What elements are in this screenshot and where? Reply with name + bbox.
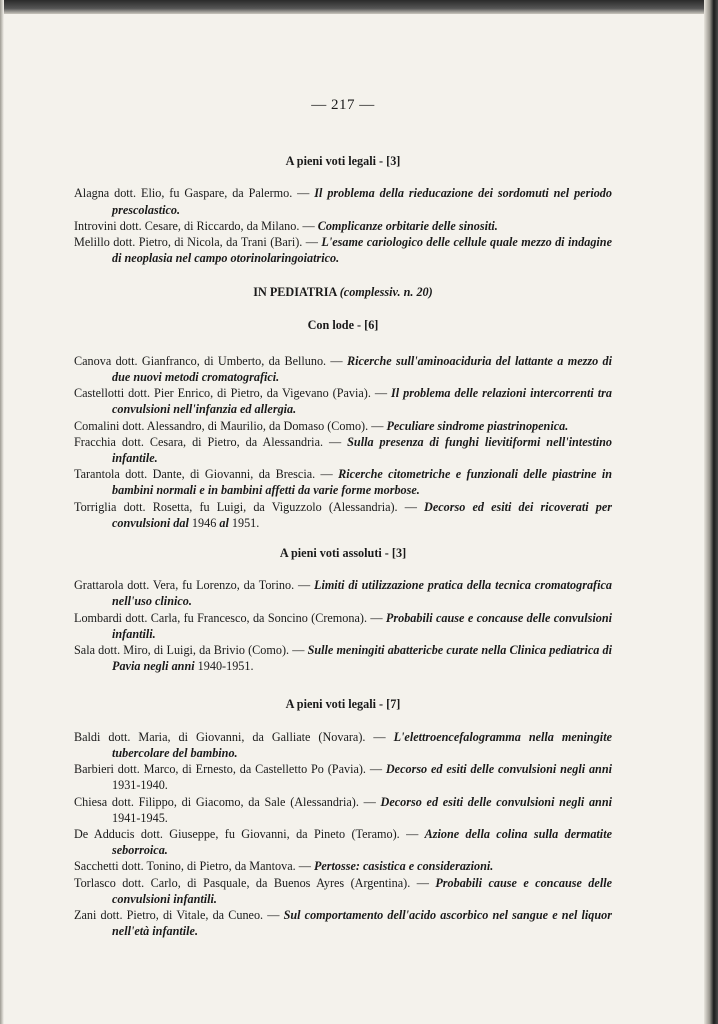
entry-chiesa [74, 794, 612, 826]
entry-title: Complicanze orbitarie delle sinositi. [317, 218, 498, 233]
entry-title: Ricerche citometriche e funzionali delle piastrine in bambini normali e in bambini affetti da varie forme morbose. [112, 467, 612, 498]
entry-author: Zani dott. Pietro, di Vitale, da Cuneo. — [74, 907, 284, 922]
entry-title: Limiti di utilizzazione pratica della tecnica cromatografica nell'uso clinico. [112, 578, 612, 609]
entry-author: Chiesa dott. Filippo, di Giacomo, da Sale (Alessandria). — [74, 794, 381, 809]
entry-author: Canova dott. Gianfranco, di Umberto, da Belluno. — [74, 353, 347, 368]
entry-title: Probabili cause e concause delle convulsioni infantili. [112, 610, 612, 641]
entry-de-adducis [74, 826, 612, 858]
document-page [74, 97, 612, 939]
entry-author: Sacchetti dott. Tonino, di Pietro, da Mantova. — [74, 859, 314, 874]
entry-title: Sulle meningiti abattericbe curate nella Clinica pediatrica di Pavia negli anni [112, 643, 613, 674]
pediatria-title: IN PEDIATRIA [253, 285, 337, 300]
entry-author: Lombardi dott. Carla, fu Francesco, da Soncino (Cremona). — [74, 610, 386, 625]
entry-title: Decorso ed esiti dei ricoverati per convulsioni dal [112, 499, 612, 530]
entry-author: Torlasco dott. Carlo, di Pasquale, da Buenos Ayres (Argentina). — [74, 875, 436, 890]
entry-author: De Adducis dott. Giuseppe, fu Giovanni, da Pineto (Teramo). — [74, 826, 425, 841]
entry-zani [74, 907, 612, 939]
page-number: — 217 — [311, 97, 375, 113]
entry-tarantola [74, 466, 612, 498]
section-heading-legali-1: A pieni voti legali - [3] [285, 154, 401, 169]
entry-year: 1946 [188, 515, 220, 530]
entry-grattarola [74, 577, 612, 609]
entry-melillo [74, 234, 612, 266]
entry-title: Il problema della rieducazione dei sordomuti nel periodo prescolastico. [112, 186, 612, 217]
entry-title: Decorso ed esiti delle convulsioni negli anni [380, 794, 612, 809]
entry-author: Comalini dott. Alessandro, di Maurilio, da Domaso (Como). — [74, 418, 387, 433]
entry-title: Decorso ed esiti delle convulsioni negli anni [385, 762, 613, 777]
entry-comalini [74, 418, 612, 434]
entry-introvini [74, 218, 612, 234]
scan-top-edge [0, 0, 718, 14]
pediatria-count: (complessiv. n. 20) [339, 285, 433, 300]
entry-author: Fracchia dott. Cesara, di Pietro, da Alessandria. — [74, 434, 348, 449]
entry-title: L'esame cariologico delle cellule quale mezzo di indagine di neoplasia nel campo otorinolaringoiatrico. [112, 235, 612, 266]
entry-canova [74, 353, 612, 385]
entry-title: Il problema delle relazioni intercorrenti tra convulsioni nell'infanzia ed allergia. [112, 386, 612, 417]
entry-title: Pertosse: casistica e considerazioni. [313, 859, 494, 874]
entry-title: Ricerche sull'aminoaciduria del lattante a mezzo di due nuovi metodi cromatografici. [112, 353, 612, 385]
entry-title: Azione della colina sulla dermatite seborroica. [112, 826, 612, 858]
section-heading-lode: Con lode - [6] [307, 317, 379, 332]
entry-torlasco [74, 875, 612, 907]
entry-author: Tarantola dott. Dante, di Giovanni, da Brescia. — [74, 467, 339, 482]
entry-title: Sul comportamento dell'acido ascorbico nel sangue e nel liquor nell'età infantile. [112, 907, 612, 939]
entry-title: Peculiare sindrome piastrinopenica. [386, 418, 569, 433]
section-heading-pediatria [74, 284, 612, 300]
entry-author: Sala dott. Miro, di Luigi, da Brivio (Como). — [74, 643, 308, 658]
entry-title-al: al [219, 515, 229, 530]
entry-year: 1931-1940. [112, 778, 168, 793]
entry-year: 1940-1951. [194, 659, 254, 674]
entry-lombardi [74, 610, 612, 642]
section-heading-assoluti: A pieni voti assoluti - [3] [279, 546, 407, 561]
entry-year: 1951. [228, 515, 260, 530]
entry-torriglia [74, 499, 612, 531]
entry-castellotti [74, 385, 612, 417]
entry-sacchetti [74, 858, 612, 874]
entry-author: Melillo dott. Pietro, di Nicola, da Trani (Bari). — [74, 235, 322, 250]
entry-author: Introvini dott. Cesare, di Riccardo, da Milano. — [74, 218, 318, 233]
entry-barbieri [74, 761, 612, 793]
entry-author: Barbieri dott. Marco, di Ernesto, da Castelletto Po (Pavia). — [74, 762, 386, 777]
entry-year: 1941-1945. [112, 810, 168, 825]
section-heading-legali-2: A pieni voti legali - [7] [285, 697, 401, 712]
entry-author: Alagna dott. Elio, fu Gaspare, da Palermo. — [74, 186, 315, 201]
entry-alagna [74, 185, 612, 217]
entry-author: Castellotti dott. Pier Enrico, di Pietro, da Vigevano (Pavia). — [74, 386, 392, 401]
entry-title: L'elettroencefalogramma nella meningite tubercolare del bambino. [112, 729, 612, 760]
scan-left-edge [0, 0, 4, 1024]
entry-fracchia [74, 434, 612, 466]
entry-title: Sulla presenza di funghi lievitiformi nell'intestino infantile. [112, 434, 612, 466]
entry-author: Baldi dott. Maria, di Giovanni, da Galliate (Novara). — [74, 729, 394, 744]
scan-right-edge [704, 0, 718, 1024]
entry-baldi [74, 729, 612, 761]
entry-title: Probabili cause e concause delle convulsioni infantili. [112, 875, 612, 906]
entry-author: Grattarola dott. Vera, fu Lorenzo, da Torino. — [74, 578, 314, 593]
entry-author: Torriglia dott. Rosetta, fu Luigi, da Viguzzolo (Alessandria). — [74, 499, 425, 514]
entry-sala [74, 642, 612, 674]
